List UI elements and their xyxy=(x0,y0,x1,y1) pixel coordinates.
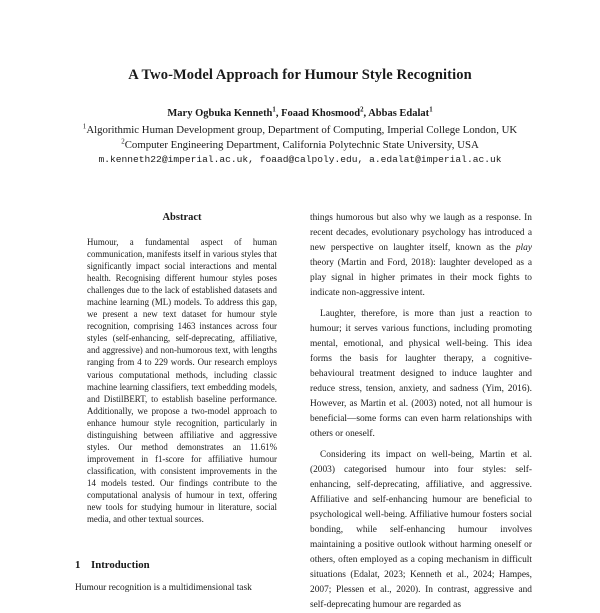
paper-title: A Two-Model Approach for Humour Style Recognition xyxy=(128,67,472,83)
affiliation xyxy=(0,124,600,136)
paragraph-text: things humorous but also why we laugh as a response. In recent decades, evolutionary psychology has introduced a new perspective on laughter itself, known as the xyxy=(310,213,532,253)
section-number: 1 xyxy=(75,559,81,571)
body-paragraph xyxy=(310,448,532,613)
paragraph-text: Considering its impact on well-being, Martin et al. (2003) categorised humour into four styles: self-enhancing, self-deprecating, affiliative, and aggressive. Affiliative and self-enhancing humour are beneficial to psychological well-being. Affiliative humour fosters social bonding, while self-enhancing humour involves maintaining a positive outlook without harming oneself or others, often employed as a coping mechanism in difficult situations (Edalat, 2023; Kenneth et al., 2024; Hampes, 2007; Plessen et al., 2020). In contrast, aggressive and self-deprecating humour are regarded as xyxy=(310,450,532,610)
paragraph-text: Laughter, therefore, is more than just a reaction to humour; it serves various functions, including promoting mental, emotional, and physical well-being. This idea forms the basis for laughter therapy, a cognitive-behavioural treatment designed to induce laughter and reduce stress, tension, anxiety, and sadness (Yim, 2016). However, as Martin et al. (2003) noted, not all humour is beneficial—some forms can even harm relationships with others or oneself. xyxy=(310,309,532,439)
body-paragraph xyxy=(310,211,532,301)
body-paragraph xyxy=(310,307,532,442)
section-title: Introduction xyxy=(91,559,150,571)
author-name: Mary Ogbuka Kenneth xyxy=(167,108,273,119)
abstract-heading: Abstract xyxy=(162,212,202,223)
affiliation xyxy=(0,139,600,151)
author-name: Foaad Khosmood xyxy=(281,108,361,119)
emphasis-text: play xyxy=(515,243,532,253)
affiliation-text: Algorithmic Human Development group, Department of Computing, Imperial College London, UK xyxy=(86,124,518,136)
author-affiliation-mark: 2 xyxy=(360,106,364,114)
right-column xyxy=(310,211,532,613)
paragraph-text: theory (Martin and Ford, 2018): laughter developed as a play signal in higher primates in their mock fights to indicate non-aggressive intent. xyxy=(310,258,532,298)
author-emails: m.kenneth22@imperial.ac.uk, foaad@calpoly.edu, a.edalat@imperial.ac.uk xyxy=(98,154,502,165)
affiliation-mark: 2 xyxy=(121,137,125,146)
author-list: Mary Ogbuka Kenneth$^1$, Foaad Khosmood$^2$, Abbas Edalat$^1$ xyxy=(167,106,433,119)
abstract-body: Humour, a fundamental aspect of human communication, manifests itself in various styles that significantly impact social interactions and mental health. Recognising different humour styles poses challenges due to the lack of established datasets and machine learning (ML) models. To address this gap, we present a new text dataset for humour style recognition, comprising 1463 instances across four styles (self-enhancing, self-deprecating, affiliative, and aggressive) and non-humorous text, with lengths ranging from 4 to 229 words. Our research employs various computational methods, including classic machine learning classifiers, text embedding models, and DistilBERT, to establish baseline performance. Additionally, we propose a two-model approach to enhance humour style recognition, particularly in distinguishing between affiliative and aggressive styles. Our method demonstrates an 11.61% improvement in f1-score for affiliative humour classification, with consistent improvements in the 14 models tested. Our findings contribute to the computational analysis of humour in text, offering new tools for studying humour in literature, social media, and other textual sources. xyxy=(87,237,277,525)
affiliation-mark: 1 xyxy=(82,122,87,131)
author-name: Abbas Edalat xyxy=(368,108,430,119)
affiliation-text: Computer Engineering Department, California Polytechnic State University, USA xyxy=(124,139,479,151)
author-affiliation-mark: 1 xyxy=(429,106,433,114)
section-heading xyxy=(75,559,150,571)
intro-first-line: Humour recognition is a multidimensional task xyxy=(75,583,252,593)
author-affiliation-mark: 1 xyxy=(272,106,276,114)
